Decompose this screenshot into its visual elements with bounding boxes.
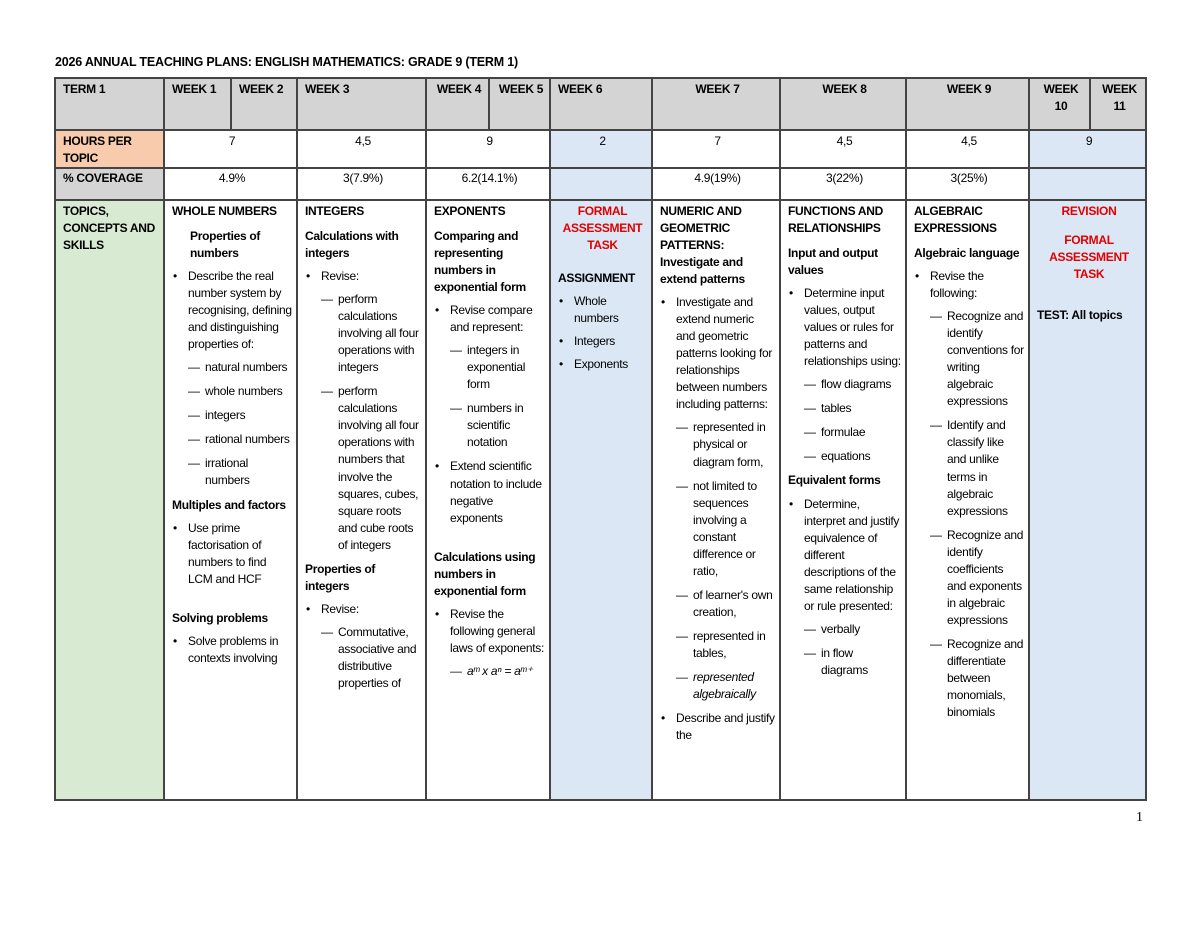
revision-title: REVISION xyxy=(1061,204,1117,219)
revision-test: TEST: All topics xyxy=(1037,308,1123,323)
subheading: Solving problems xyxy=(172,610,268,625)
subheading: Equivalent forms xyxy=(788,473,881,488)
week-9-header: WEEK 9 xyxy=(906,78,1029,130)
list-item: — equations xyxy=(804,448,901,465)
list-item: — integers in exponential form xyxy=(450,342,545,393)
list-item: • Revise the following: — Recognize and identify conventions for writing algebraic expressions — Identify and classify like and unlike terms in algebraic expressions — Recognize and identify coefficients and exponents in algebraic expressions — Recognize and differentiate between monomials, binomials xyxy=(914,268,1024,721)
list-item: — represented algebraically xyxy=(676,669,775,703)
subheading: Algebraic language xyxy=(914,246,1020,261)
page-number: 1 xyxy=(1136,810,1143,825)
week-8-header: WEEK 8 xyxy=(780,78,906,130)
list-item: • Use prime factorisation of numbers to find LCM and HCF xyxy=(172,520,292,588)
coverage-row xyxy=(55,168,1146,200)
list-item: • Revise compare and represent: — integers in exponential form — numbers in scientific notation xyxy=(434,302,545,451)
integers-cell xyxy=(297,200,426,800)
functions-cell xyxy=(780,200,906,800)
list-item: — represented in tables, xyxy=(676,628,775,662)
week-11-header: WEEK 11 xyxy=(1090,78,1146,130)
list-item: — of learner's own creation, xyxy=(676,587,775,621)
list-item: — integers xyxy=(188,407,292,424)
list-item: — perform calculations involving all four operations with integers xyxy=(321,291,421,376)
subheading: Calculations using numbers in exponential form xyxy=(434,549,536,598)
subheading: Comparing and representing numbers in exponential form xyxy=(434,229,526,295)
hours-cell: 7 xyxy=(164,130,297,168)
coverage-cell xyxy=(1029,168,1146,200)
list-item: — in flow diagrams xyxy=(804,645,901,679)
list-item: — represented in physical or diagram form, xyxy=(676,419,775,470)
section-heading: NUMERIC AND GEOMETRIC PATTERNS: xyxy=(660,204,742,253)
list-item: • Determine input values, output values or rules for patterns and relationships using: — flow diagrams — tables — formulae — equations xyxy=(788,285,901,465)
topics-row xyxy=(55,200,1146,800)
list-item: • Describe the real number system by recognising, defining and distinguishing properties of: — natural numbers — whole numbers — integers — rational numbers — irrational numbers xyxy=(172,268,292,489)
hours-cell: 4,5 xyxy=(297,130,426,168)
revision-cell xyxy=(1029,200,1146,800)
hours-cell: 9 xyxy=(426,130,550,168)
hours-cell: 7 xyxy=(652,130,780,168)
formula: — aᵐ x aⁿ = aᵐ⁺ xyxy=(450,663,545,680)
week-6-header: WEEK 6 xyxy=(550,78,652,130)
coverage-cell: 3(7.9%) xyxy=(297,168,426,200)
hours-cell: 4,5 xyxy=(780,130,906,168)
section-heading: EXPONENTS xyxy=(434,204,506,219)
term-label: TERM 1 xyxy=(55,78,164,130)
list-item: — whole numbers xyxy=(188,383,292,400)
subheading: Properties of integers xyxy=(305,561,376,593)
list-item: — Identify and classify like and unlike terms in algebraic expressions xyxy=(930,417,1024,519)
list-item: — natural numbers xyxy=(188,359,292,376)
list-item: — Recognize and differentiate between monomials, binomials xyxy=(930,636,1024,721)
list-item: — perform calculations involving all four operations with numbers that involve the squares, cubes, square roots and cube roots of integers xyxy=(321,383,421,553)
assessment-cell xyxy=(550,200,652,800)
hours-cell: 4,5 xyxy=(906,130,1029,168)
teaching-plan-table xyxy=(54,77,1147,801)
subheading: Calculations with integers xyxy=(305,229,399,261)
subheading: Input and output values xyxy=(788,246,878,278)
subheading: Properties of numbers xyxy=(190,229,261,261)
hours-cell: 2 xyxy=(550,130,652,168)
coverage-label: % COVERAGE xyxy=(55,168,164,200)
topics-label: TOPICS, CONCEPTS AND SKILLS xyxy=(55,200,164,800)
assessment-title: FORMAL ASSESSMENT TASK xyxy=(562,204,643,253)
week-header-row xyxy=(55,78,1146,130)
week-2-header: WEEK 2 xyxy=(231,78,297,130)
subheading: Investigate and extend patterns xyxy=(660,255,745,287)
list-item: • Whole numbers xyxy=(558,293,647,327)
algebra-cell xyxy=(906,200,1029,800)
list-item: — flow diagrams xyxy=(804,376,901,393)
page-title: 2026 ANNUAL TEACHING PLANS: ENGLISH MATHEMATICS: GRADE 9 (TERM 1) xyxy=(55,55,518,69)
list-item: • Determine, interpret and justify equivalence of different descriptions of the same relationship or rule presented: — verbally — in flow diagrams xyxy=(788,496,901,679)
list-item: • Investigate and extend numeric and geometric patterns looking for relationships between numbers including patterns: — represented in physical or diagram form, — not limited to sequences involving a constant difference or ratio, — of learner's own creation, — represented in tables, — represented algebraically xyxy=(660,294,775,703)
section-heading: WHOLE NUMBERS xyxy=(172,204,277,219)
list-item: — tables xyxy=(804,400,901,417)
list-item: • Revise: — perform calculations involving all four operations with integers — perform calculations involving all four operations with numbers that involve the squares, cubes, square roots and cube roots of integers xyxy=(305,268,421,554)
week-4-header: WEEK 4 xyxy=(426,78,489,130)
list-item: — formulae xyxy=(804,424,901,441)
coverage-cell: 3(22%) xyxy=(780,168,906,200)
coverage-cell xyxy=(550,168,652,200)
week-10-header: WEEK 10 xyxy=(1029,78,1090,130)
list-item: • Exponents xyxy=(558,356,647,373)
list-item: — numbers in scientific notation xyxy=(450,400,545,451)
section-heading: FUNCTIONS AND RELATIONSHIPS xyxy=(788,204,883,236)
list-item: — not limited to sequences involving a constant difference or ratio, xyxy=(676,478,775,580)
coverage-cell: 6.2(14.1%) xyxy=(426,168,550,200)
list-item: • Describe and justify the xyxy=(660,710,775,744)
hours-row xyxy=(55,130,1146,168)
week-5-header: WEEK 5 xyxy=(489,78,550,130)
revision-assessment: FORMAL ASSESSMENT TASK xyxy=(1049,233,1129,282)
coverage-cell: 4.9(19%) xyxy=(652,168,780,200)
list-item: • Integers xyxy=(558,333,647,350)
patterns-cell xyxy=(652,200,780,800)
list-item: • Solve problems in contexts involving xyxy=(172,633,292,667)
subheading: Multiples and factors xyxy=(172,497,286,512)
coverage-cell: 3(25%) xyxy=(906,168,1029,200)
subheading: ASSIGNMENT xyxy=(558,271,636,286)
list-item: — verbally xyxy=(804,621,901,638)
coverage-cell: 4.9% xyxy=(164,168,297,200)
whole-numbers-cell xyxy=(164,200,297,800)
week-7-header: WEEK 7 xyxy=(652,78,780,130)
list-item: — Commutative, associative and distributive properties of xyxy=(321,624,421,692)
section-heading: ALGEBRAIC EXPRESSIONS xyxy=(914,204,997,236)
list-item: — rational numbers xyxy=(188,431,292,448)
list-item: • Revise the following general laws of exponents: — aᵐ x aⁿ = aᵐ⁺ xyxy=(434,606,545,680)
hours-label: HOURS PER TOPIC xyxy=(55,130,164,168)
list-item: — irrational numbers xyxy=(188,455,292,489)
hours-cell: 9 xyxy=(1029,130,1146,168)
list-item: • Revise: — Commutative, associative and distributive properties of xyxy=(305,601,421,692)
exponents-cell xyxy=(426,200,550,800)
section-heading: INTEGERS xyxy=(305,204,364,219)
list-item: • Extend scientific notation to include negative exponents xyxy=(434,458,545,526)
list-item: — Recognize and identify coefficients and exponents in algebraic expressions xyxy=(930,527,1024,629)
list-item: — Recognize and identify conventions for writing algebraic expressions xyxy=(930,308,1024,410)
week-1-header: WEEK 1 xyxy=(164,78,231,130)
week-3-header: WEEK 3 xyxy=(297,78,426,130)
